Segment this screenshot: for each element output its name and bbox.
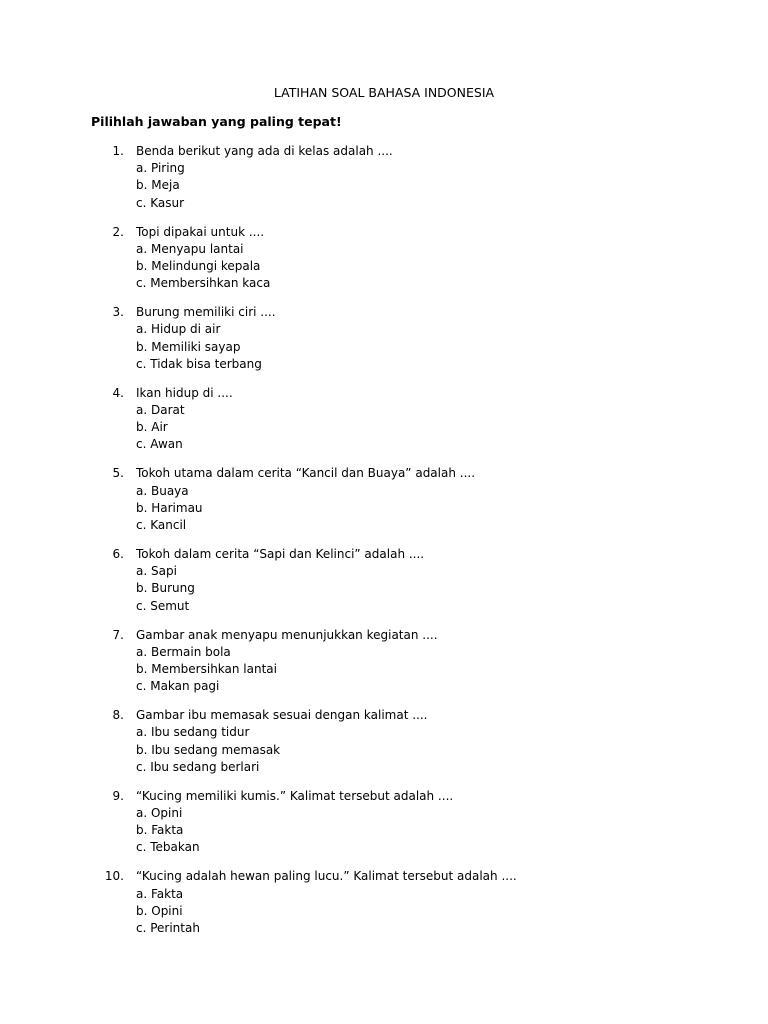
option-b: b. Membersihkan lantai [136, 661, 277, 676]
question-number: 10. [104, 869, 124, 884]
question-text: “Kucing memiliki kumis.” Kalimat tersebut adalah .... [136, 788, 454, 803]
question-number: 3. [112, 305, 124, 320]
option-c: c. Makan pagi [136, 679, 220, 694]
question-number: 2. [112, 224, 124, 239]
question-item [0, 868, 768, 949]
option-a: a. Buaya [136, 483, 189, 498]
option-b: b. Meja [136, 178, 180, 193]
option-b: b. Melindungi kepala [136, 258, 261, 273]
question-text: Gambar ibu memasak sesuai dengan kalimat .... [136, 708, 428, 723]
question-text: Tokoh dalam cerita “Sapi dan Kelinci” adalah .... [136, 546, 425, 561]
option-a: a. Hidup di air [136, 322, 221, 337]
question-text: Benda berikut yang ada di kelas adalah .... [136, 144, 393, 158]
option-c: c. Tebakan [136, 840, 200, 855]
question-item [0, 143, 768, 224]
question-item [0, 707, 768, 788]
question-number: 1. [112, 144, 124, 158]
option-a: a. Piring [136, 161, 185, 176]
option-b: b. Memiliki sayap [136, 339, 241, 354]
option-c: c. Membersihkan kaca [136, 276, 271, 291]
option-c: c. Ibu sedang berlari [136, 759, 260, 774]
question-number: 8. [112, 708, 124, 723]
option-a: a. Ibu sedang tidur [136, 725, 250, 740]
option-a: a. Darat [136, 402, 185, 417]
option-a: a. Opini [136, 805, 183, 820]
option-a: a. Bermain bola [136, 644, 231, 659]
option-b: b. Opini [136, 903, 183, 918]
option-b: b. Harimau [136, 500, 203, 515]
document-title: LATIHAN SOAL BAHASA INDONESIA [273, 85, 495, 100]
option-c: c. Semut [136, 598, 190, 613]
question-item [0, 627, 768, 708]
question-item [0, 465, 768, 546]
question-item [0, 385, 768, 466]
question-item [0, 788, 768, 869]
option-b: b. Fakta [136, 823, 184, 838]
question-number: 4. [112, 385, 124, 400]
question-number: 9. [112, 788, 124, 803]
option-c: c. Kancil [136, 517, 187, 532]
question-text: Tokoh utama dalam cerita “Kancil dan Buaya” adalah .... [136, 466, 476, 481]
option-c: c. Awan [136, 437, 183, 452]
question-number: 7. [112, 627, 124, 642]
question-item [0, 546, 768, 627]
question-number: 6. [112, 546, 124, 561]
option-b: b. Air [136, 420, 168, 435]
question-item [0, 224, 768, 305]
option-b: b. Burung [136, 581, 195, 596]
question-item [0, 304, 768, 385]
instruction-text: Pilihlah jawaban yang paling tepat! [91, 114, 342, 129]
question-text: Gambar anak menyapu menunjukkan kegiatan .... [136, 627, 438, 642]
option-b: b. Ibu sedang memasak [136, 742, 281, 757]
question-list [0, 143, 768, 949]
option-a: a. Sapi [136, 564, 177, 579]
question-number: 5. [112, 466, 124, 481]
option-c: c. Perintah [136, 920, 200, 935]
option-c: c. Tidak bisa terbang [136, 356, 262, 371]
question-text: Burung memiliki ciri .... [136, 305, 276, 320]
option-a: a. Menyapu lantai [136, 241, 244, 256]
option-a: a. Fakta [136, 886, 184, 901]
option-c: c. Kasur [136, 195, 185, 210]
question-text: Ikan hidup di .... [136, 385, 233, 400]
question-text: Topi dipakai untuk .... [136, 224, 265, 239]
question-text: “Kucing adalah hewan paling lucu.” Kalimat tersebut adalah .... [136, 869, 517, 884]
